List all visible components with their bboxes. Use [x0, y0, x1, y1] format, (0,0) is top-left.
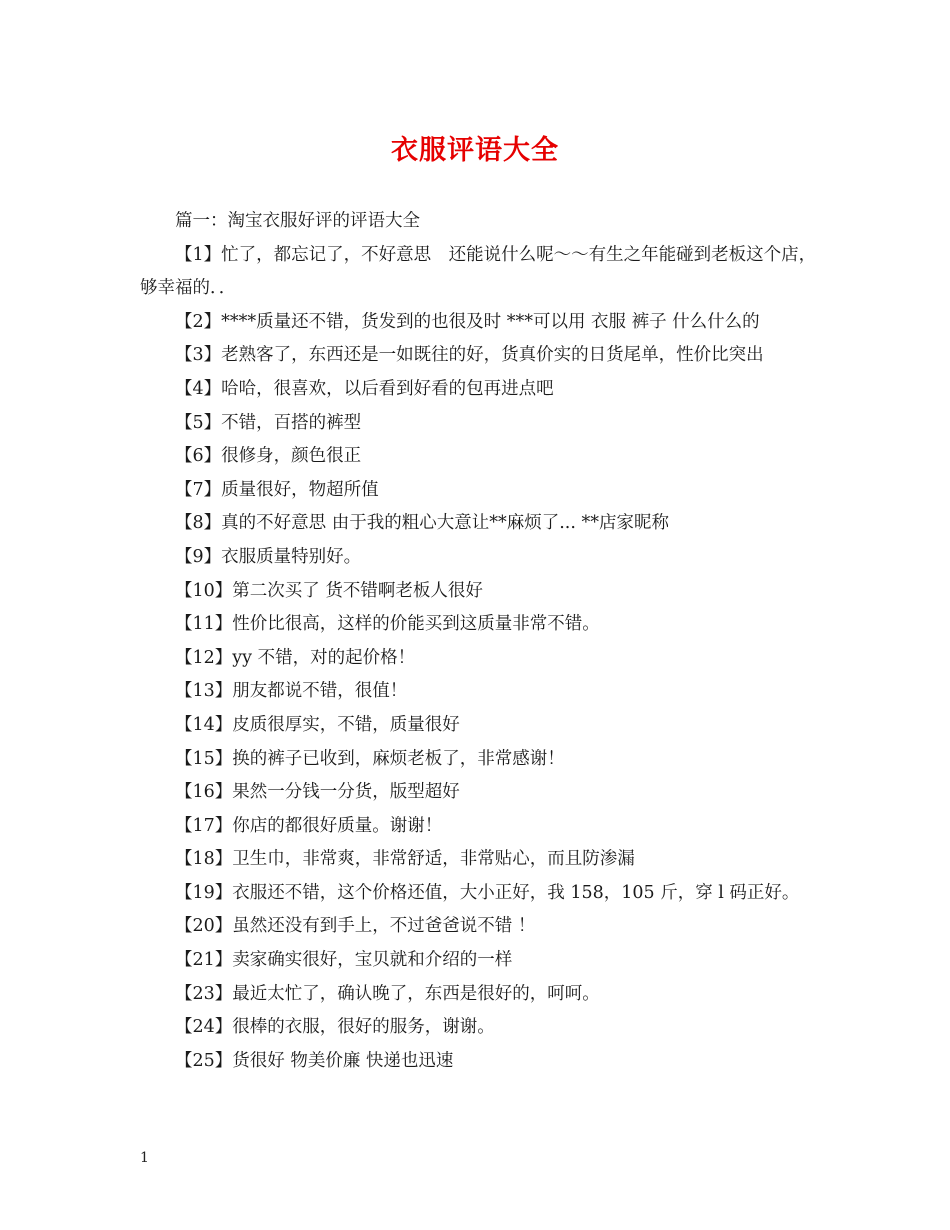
review-item: 【5】不错，百搭的裤型 [175, 412, 362, 433]
review-item: 【12】yy 不错，对的起价格！ [175, 647, 416, 668]
review-item: 【3】老熟客了，东西还是一如既往的好，货真价实的日货尾单，性价比突出 [175, 345, 764, 366]
review-item: 【4】哈哈，很喜欢，以后看到好看的包再进点吧 [175, 378, 554, 399]
review-item: 【6】很修身，颜色很正 [175, 446, 362, 467]
page-number: 1 [140, 1150, 149, 1166]
review-item: 【11】性价比很高，这样的价能买到这质量非常不错。 [175, 614, 600, 635]
review-item: 【17】你店的都很好质量。谢谢！ [175, 815, 443, 836]
review-item: 【19】衣服还不错，这个价格还值，大小正好，我 158，105 斤，穿 l 码正好。 [175, 882, 800, 903]
review-item: 【8】真的不好意思 由于我的粗心大意让**麻烦了... **店家昵称 [175, 513, 669, 534]
review-item: 【21】卖家确实很好，宝贝就和介绍的一样 [175, 950, 513, 971]
body-text [140, 205, 820, 1078]
review-item: 【20】虽然还没有到手上，不过爸爸说不错 ！ [175, 916, 536, 937]
review-item: 【18】卫生巾，非常爽，非常舒适，非常贴心，而且防渗漏 [175, 849, 635, 870]
section-heading: 篇一：淘宝衣服好评的评语大全 [175, 211, 420, 231]
page-title: 衣服评语大全 [391, 135, 559, 166]
review-item: 【25】货很好 物美价廉 快递也迅速 [175, 1050, 454, 1071]
review-item: 【23】最近太忙了，确认晚了，东西是很好的，呵呵。 [175, 983, 600, 1004]
review-item: 【24】很棒的衣服，很好的服务，谢谢。 [175, 1017, 495, 1038]
review-item: 【9】衣服质量特别好。 [175, 546, 362, 567]
review-item: 【2】****质量还不错，货发到的也很及时 ***可以用 衣服 裤子 什么什么的 [175, 311, 760, 332]
review-item: 【13】朋友都说不错，很值！ [175, 681, 408, 702]
review-item: 【16】果然一分钱一分货，版型超好 [175, 782, 460, 803]
review-item: 【1】忙了，都忘记了，不好意思 还能说什么呢～～有生之年能碰到老板这个店，够幸福的．． [140, 244, 817, 299]
review-item: 【14】皮质很厚实，不错，质量很好 [175, 714, 460, 735]
review-item: 【15】换的裤子已收到，麻烦老板了，非常感谢！ [175, 748, 565, 769]
review-item: 【7】质量很好，物超所值 [175, 479, 379, 500]
review-item: 【10】第二次买了 货不错啊老板人很好 [175, 580, 483, 601]
